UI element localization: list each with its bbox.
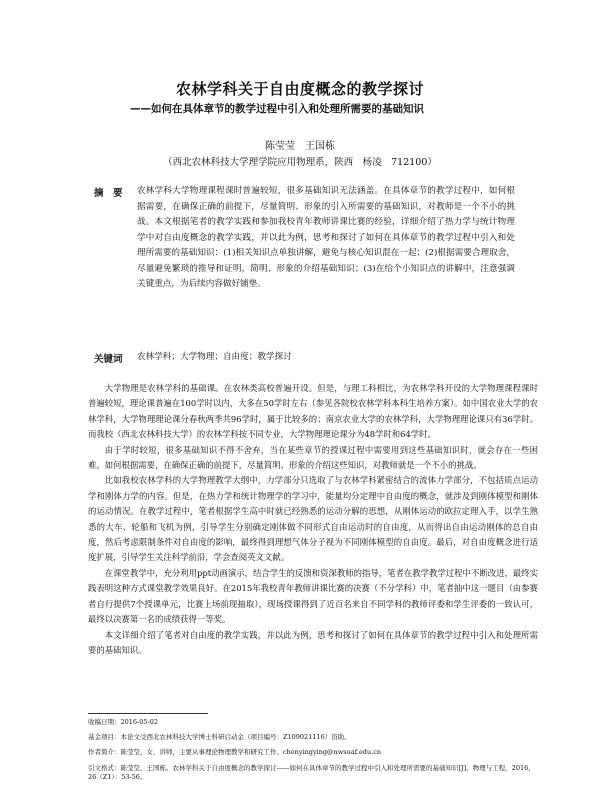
affiliation: （西北农林科技大学理学院应用物理系，陕西 杨凌 712100） [163,157,437,168]
abstract-text: 农林学科大学物理课程课时普遍较短，很多基础知识无法涵盖。在具体章节的教学过程中，如何根据需要，在确保正确的前提下，尽量简明、形象的引入所需要的基础知识，对教师是一个不小的挑战。本文根据笔者的教学实践和参加我校青年教师讲课比赛的经验，详细介绍了热力学与统计物理学中对自由度概念的教学实践，并以此为例，思考和探讨了如何在具体章节的教学过程中引入和处理所需要的基础知识：(1)相关知识点单独讲解，避免与核心知识混在一起；(2)根据需要合理取舍，尽量避免繁琐的推导和证明，简明、形象的介绍基础知识；(3)在给个小知识点的讲解中，注意强调关键重点，为后续内容做好铺垫。 [137,186,515,289]
keywords-label: 关键词 [94,354,123,365]
body-paragraph: 大学物理是农林学科的基础课。在农林类高校普遍开设。但是，与理工科相比，为农林学科开设的大学物理课程课时普遍较短，理论课普遍在100学时以内，大多在50学时左右（参见各院校农林学科本科生培养方案）。如中国农业大学的农林学科，大学物理理论课分春秋两季共96学时，属于比较多的；南京农业大学的农林学科，大学物理理论课只有36学时。而我校（西北农林科技大学）的农林学科按不同专业，大学物理理论课分为48学时和64学时。 [88,383,538,440]
abstract-label: 摘 要 [94,188,123,199]
body-paragraph: 在课堂教学中，充分利用ppt动画演示，结合学生的反馈和资深教师的指导，笔者在教学教学过程中不断改进，最终实践表明这种方式课堂教学效果良好。在2015年我校青年教师讲课比赛的决赛（不分学科）中，笔者抽中这一题目（由参赛者自行提供7个授课单元，比赛上场前现抽取），现场授课得到了近百名来自不同学科的教师评委和学生评委的一致认可，最终以决赛第一名的成绩获得一等奖。 [88,567,538,625]
body-paragraph: 比如我校农林学科的大学物理教学大纲中，力学部分只选取了与农林学科紧密结合的流体力学部分，不包括质点运动学和刚体力学的内容。但是，在热力学和统计物理学的学习中，能量均分定理中自由度的概念，就涉及到刚体模型和刚体的运动情况。在教学过程中，笔者根据学生高中时就已经熟悉的运动分解的思想，从刚体运动的欧拉定理入手，以学生熟悉的大车、轮船和飞机为例，引导学生分别确定刚体做不同形式自由运动时的自由度，从而得出自由运动刚体的总自由度，然后考虑限制条件对自由度的影响，最终得到理想气体分子视为不同刚体模型的自由度。最后，对自由度概念进行适度扩展，引导学生关注科学前沿，学会查阅英文文献。 [88,475,538,563]
body-paragraph: 本文详细介绍了笔者对自由度的教学实践，并以此为例，思考和探讨了如何在具体章节的教学过程中引入和处理所需要的基础知识。 [88,629,538,655]
footnote-funding: 基金项目：本论文受西北农林科技大学博士科研启动金（项目编号：Z109021116）资助。 [88,733,351,741]
body-text [88,381,538,658]
authors: 陈莹莹 王国栋 [265,141,335,152]
keywords-text: 农林学科；大学物理；自由度；教学探讨 [137,352,292,362]
footnote-received: 收稿日期：2016-05-02 [88,718,158,726]
body-paragraph: 由于学时较短，很多基础知识不得不舍弃，当在某些章节的授课过程中需要用到这些基础知识时，就会存在一些困难。如何根据需要，在确保正确的前提下，尽量简明、形象的介绍这些知识，对教师就是一个不小的挑战。 [88,444,538,471]
footnote-author-bio: 作者简介：陈莹莹，女，讲师，主要从事理论物理教学和研究工作。chenyingying@nwsuaf.edu.cn [88,748,382,756]
footnote-divider [88,713,208,714]
footnote-citation: 引文格式：陈莹莹，王国栋。农林学科关于自由度概念的教学探讨——如何在具体章节的教学过程中引入和处理所需要的基础知识[J]。物理与工程，2016，26（Z1）：53-56。 [88,764,535,781]
paper-subtitle: ——如何在具体章节的教学过程中引入和处理所需要的基础知识 [130,103,424,115]
paper-title: 农林学科关于自由度概念的教学探讨 [175,80,424,98]
